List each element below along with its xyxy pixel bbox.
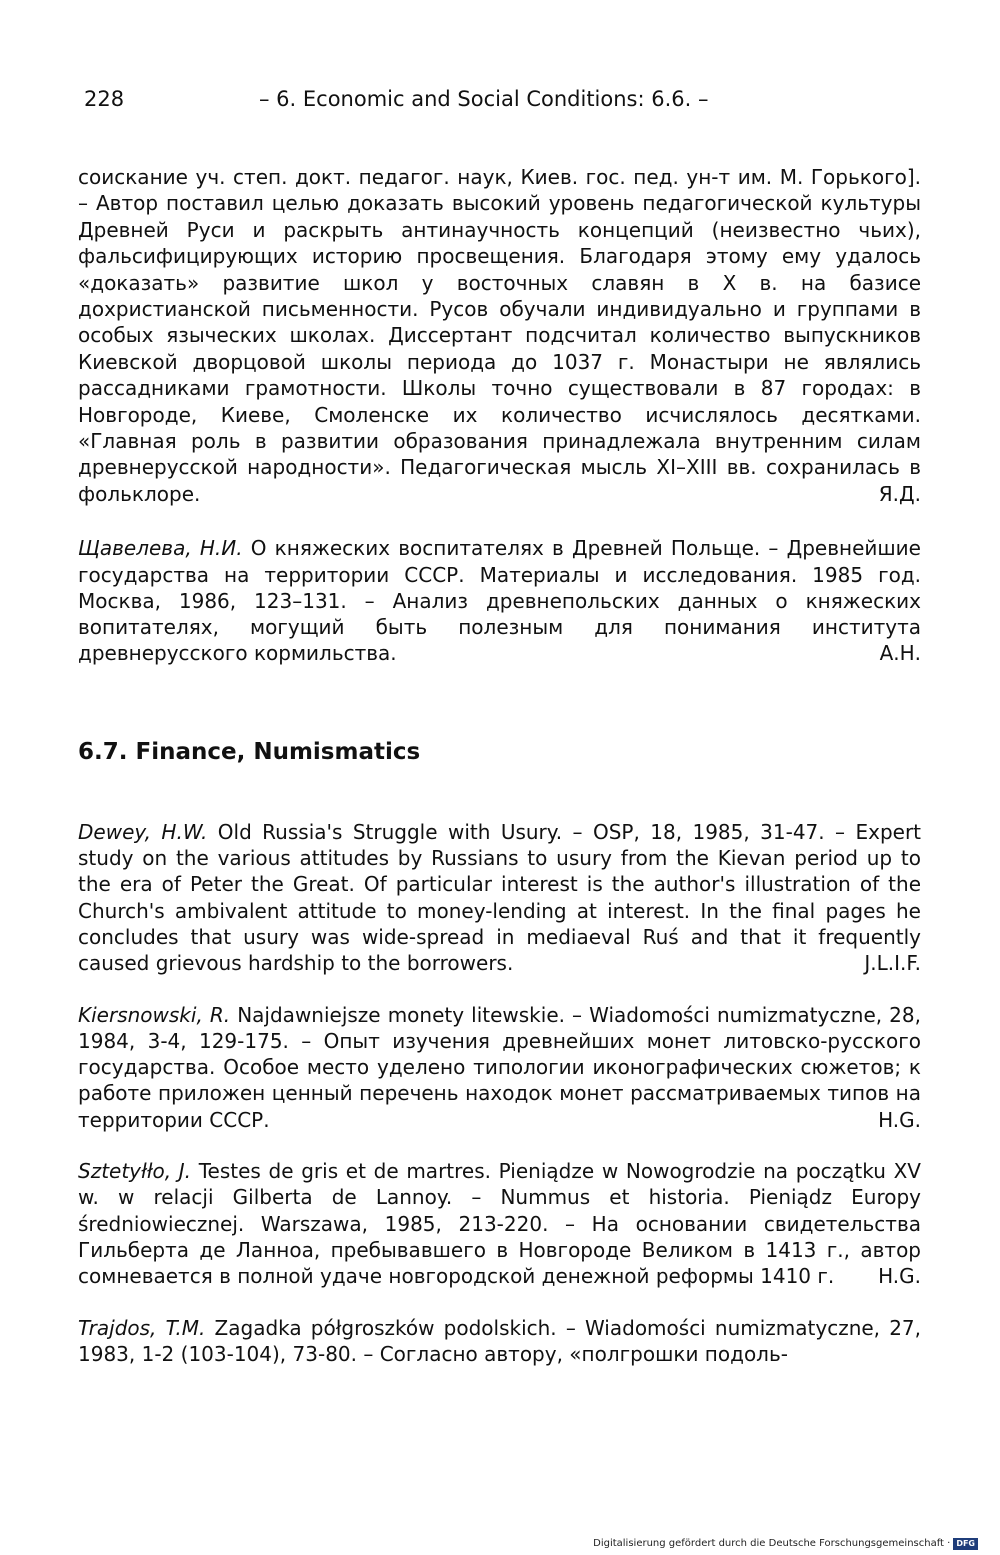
entry-text: соискание уч. степ. докт. педагог. наук, Киев. гос. пед. ун-т им. М. Горького]. – Автор поставил целью доказать высокий уровень педагогической культуры Древней Руси и раскрыть антинаучность концепций (неизвестно чьих), фальсифицирующих историю просвещения. Благодаря этому ему удалось «доказать» развитие школ у восточных славян в X в. на базисе дохристианской письменности. Русов обучали индивидуально и группами в особых языческих школах. Диссертант подсчитал количество выпускников Киевской дворцовой школы периода до 1037 г. Монастыри не являлись рассадниками грамотности. Школы точно существовали в 87 городах: в Новгороде, Киеве, Смоленске их количество исчислялось десятками. «Главная роль в развитии образования принадлежала внутренним силам древнерусской народности». Педагогическая мысль XI–XIII вв. сохранилась в фольклоре. <box>78 165 921 506</box>
footer-text: Digitalisierung gefördert durch die Deutsche Forschungsgemeinschaft · <box>593 1538 951 1549</box>
reviewer-initials: H.G. <box>878 1107 921 1132</box>
entry-text: Najdawniejsze monety litewskie. – Wiadomości numizmatyczne, 28, 1984, 3-4, 129-175. – Опыт изучения древнейших монет литовско-русского государства. Особое место уделено типологии иконографических сюжетов; к работе приложен ценный перечень находок монет рассматриваемых типов на территории СССР. <box>78 1002 921 1132</box>
bibliography-entry <box>78 1315 921 1368</box>
entry-text: Old Russia's Struggle with Usury. – OSP, 18, 1985, 31-47. – Expert study on the various attitudes by Russians to usury from the Kievan period up to the era of Peter the Great. Of particular interest is the author's illustration of the Church's ambivalent attitude to money-lending at interest. In the final pages he concludes that usury was wide-spread in mediaeval Ruś and that it frequently caused grievous hardship to the borrowers. <box>78 819 922 976</box>
entry-author: Kiersnowski, R. <box>78 1002 231 1027</box>
page-content <box>78 164 921 1367</box>
entry-author: Щавелева, Н.И. <box>78 536 243 561</box>
section-heading: 6.7. Finance, Numismatics <box>78 738 421 765</box>
reviewer-initials: Я.Д. <box>878 481 921 506</box>
bibliography-entry <box>78 1002 921 1133</box>
digitization-footer <box>593 1537 978 1551</box>
entry-author: Sztetyłło, J. <box>78 1159 192 1184</box>
entry-text: Zagadka półgroszków podolskich. – Wiadomości numizmatyczne, 27, 1983, 1-2 (103-104), 73-80. – Согласно автору, «полгрошки подоль- <box>78 1315 921 1366</box>
dfg-logo-icon: DFG <box>953 1538 978 1550</box>
entry-text: О княжеских воспитателях в Древней Польще. – Древнейшие государства на территории СССР. Материалы и исследования. 1985 год. Москва, 1986, 123–131. – Анализ древнепольских данных о княжеских вопитателях, могущий быть полезным для понимания института древнерусского кормильства. <box>78 536 921 666</box>
bibliography-entry <box>78 819 921 977</box>
reviewer-initials: H.G. <box>878 1264 921 1289</box>
reviewer-initials: А.Н. <box>879 641 921 666</box>
page-header <box>84 84 924 114</box>
bibliography-entry <box>78 535 921 666</box>
running-title: – 6. Economic and Social Conditions: 6.6. – <box>259 87 709 111</box>
entry-author: Dewey, H.W. <box>78 819 208 844</box>
bibliography-entry <box>78 164 921 507</box>
page-number: 228 <box>84 87 125 111</box>
reviewer-initials: J.L.I.F. <box>864 951 921 976</box>
bibliography-entry <box>78 1158 921 1289</box>
entry-text: Testes de gris et de martres. Pieniądze w Nowogrodzie na początku XV w. w relacji Gilberta de Lannoy. – Nummus et historia. Pieniądz Europy średniowiecznej. Warszawa, 1985, 213-220. – На основании свидетельства Гильберта де Ланноа, пребывавшего в Новгороде Великом в 1413 г., автор сомневается в полной удаче новгородской денежной реформы 1410 г. <box>78 1159 921 1289</box>
entry-author: Trajdos, T.M. <box>78 1315 206 1340</box>
